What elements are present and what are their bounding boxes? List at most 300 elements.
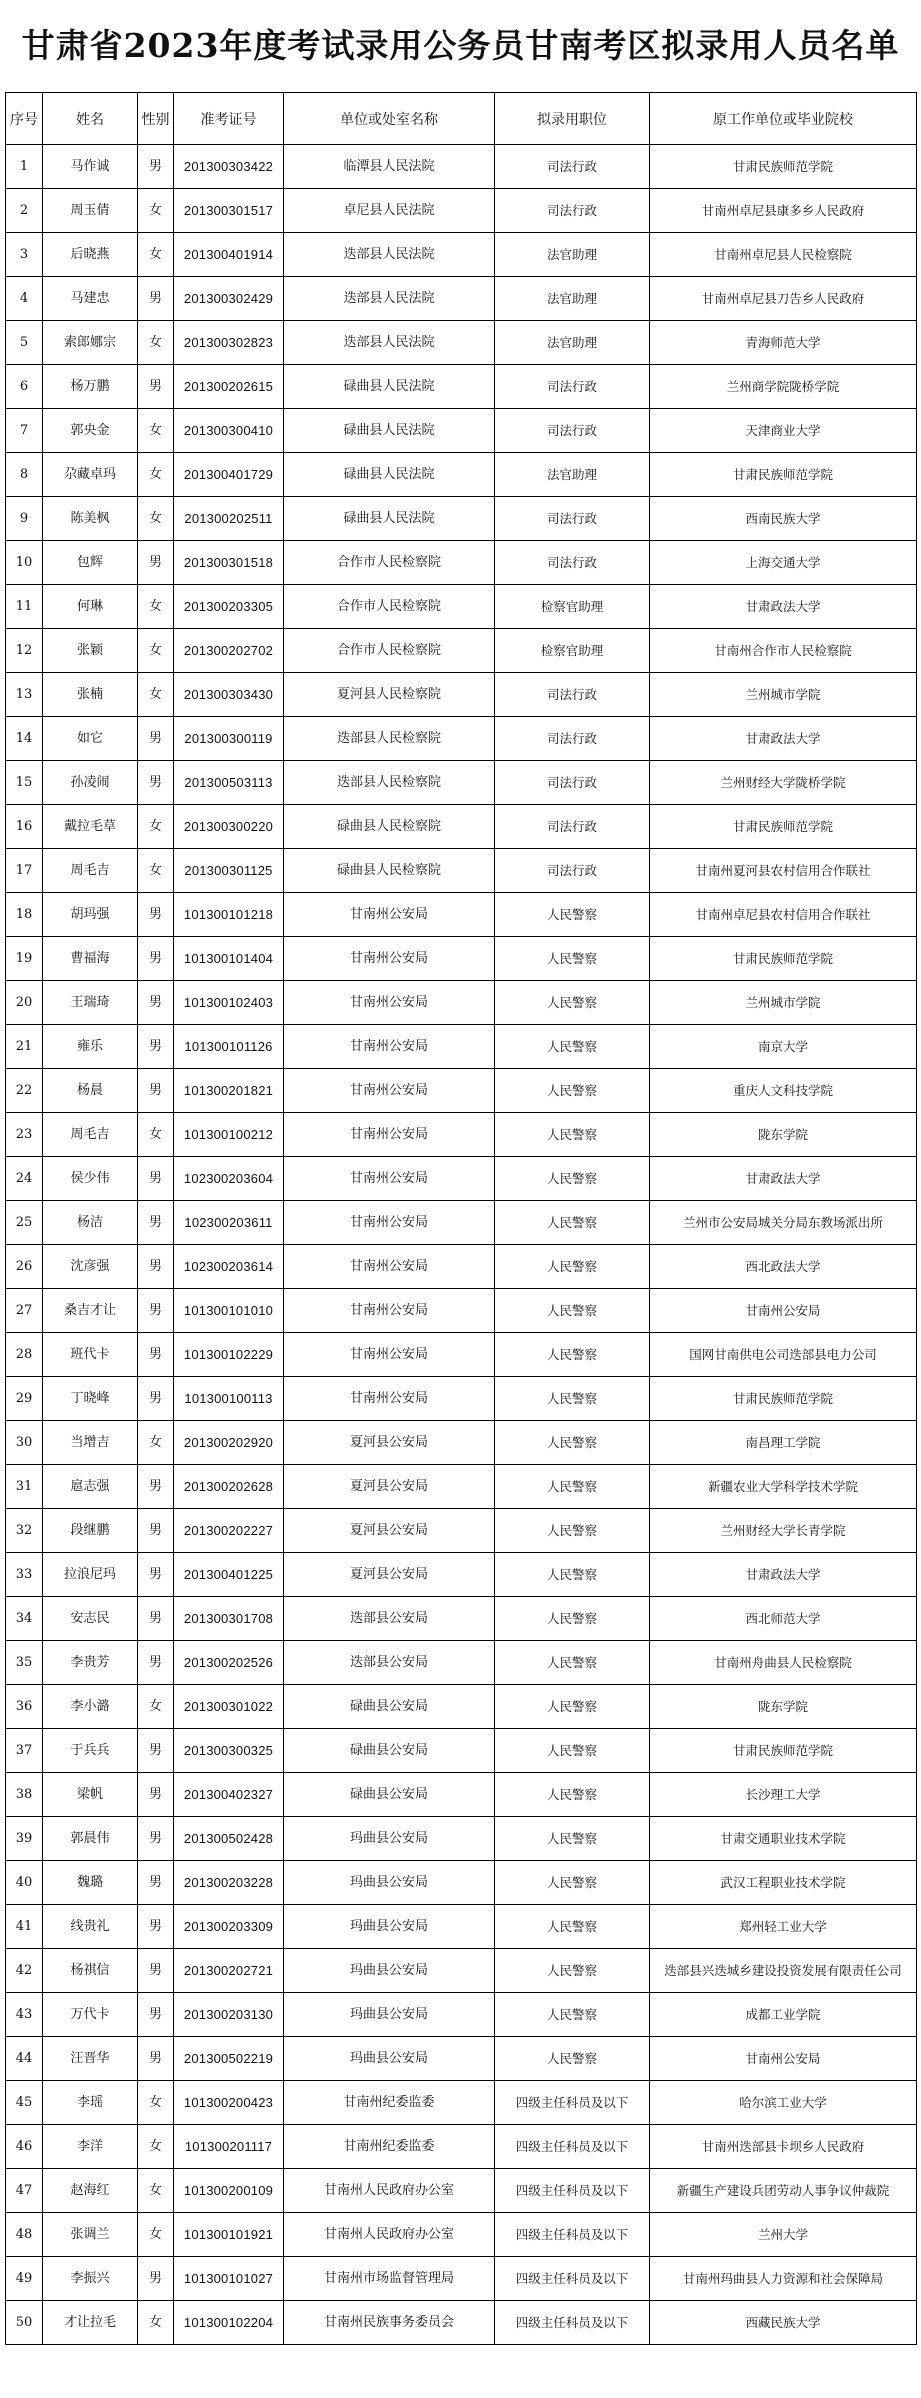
row-position: 人民警察 bbox=[495, 1025, 650, 1069]
row-gender: 女 bbox=[138, 321, 174, 365]
row-gender: 女 bbox=[138, 409, 174, 453]
row-position: 人民警察 bbox=[495, 893, 650, 937]
row-exam-number: 101300100212 bbox=[174, 1113, 284, 1157]
row-origin: 甘南州卓尼县农村信用合作联社 bbox=[650, 893, 917, 937]
row-origin: 兰州商学院陇桥学院 bbox=[650, 365, 917, 409]
table-row bbox=[6, 2081, 917, 2125]
row-name: 索郎娜宗 bbox=[43, 321, 138, 365]
row-unit: 甘南州市场监督管理局 bbox=[284, 2257, 495, 2301]
row-exam-number: 201300203130 bbox=[174, 1993, 284, 2037]
row-position: 人民警察 bbox=[495, 2037, 650, 2081]
row-gender: 女 bbox=[138, 673, 174, 717]
row-position: 四级主任科员及以下 bbox=[495, 2125, 650, 2169]
row-unit: 夏河县公安局 bbox=[284, 1553, 495, 1597]
row-origin: 甘肃民族师范学院 bbox=[650, 453, 917, 497]
table-row bbox=[6, 893, 917, 937]
header-index: 序号 bbox=[6, 93, 43, 145]
row-position: 人民警察 bbox=[495, 1245, 650, 1289]
row-unit: 合作市人民检察院 bbox=[284, 541, 495, 585]
table-row bbox=[6, 717, 917, 761]
row-name: 段继鹏 bbox=[43, 1509, 138, 1553]
row-index: 10 bbox=[6, 541, 43, 585]
row-index: 4 bbox=[6, 277, 43, 321]
row-gender: 男 bbox=[138, 1553, 174, 1597]
row-unit: 甘南州纪委监委 bbox=[284, 2081, 495, 2125]
row-gender: 男 bbox=[138, 1861, 174, 1905]
table-row bbox=[6, 453, 917, 497]
table-row bbox=[6, 585, 917, 629]
row-index: 12 bbox=[6, 629, 43, 673]
table-row bbox=[6, 2257, 917, 2301]
row-index: 48 bbox=[6, 2213, 43, 2257]
row-name: 李小潞 bbox=[43, 1685, 138, 1729]
row-origin: 甘肃民族师范学院 bbox=[650, 145, 917, 189]
row-exam-number: 101300200423 bbox=[174, 2081, 284, 2125]
row-unit: 碌曲县公安局 bbox=[284, 1773, 495, 1817]
row-origin: 西南民族大学 bbox=[650, 497, 917, 541]
table-row bbox=[6, 761, 917, 805]
row-origin: 迭部县兴迭城乡建设投资发展有限责任公司 bbox=[650, 1949, 917, 1993]
row-position: 人民警察 bbox=[495, 1201, 650, 1245]
row-name: 梁帆 bbox=[43, 1773, 138, 1817]
row-name: 李瑶 bbox=[43, 2081, 138, 2125]
row-name: 杨洁 bbox=[43, 1201, 138, 1245]
table-row bbox=[6, 1289, 917, 1333]
row-unit: 迭部县人民检察院 bbox=[284, 761, 495, 805]
table-row bbox=[6, 1025, 917, 1069]
row-gender: 男 bbox=[138, 717, 174, 761]
row-exam-number: 201300202920 bbox=[174, 1421, 284, 1465]
row-index: 11 bbox=[6, 585, 43, 629]
row-exam-number: 201300202702 bbox=[174, 629, 284, 673]
row-position: 法官助理 bbox=[495, 321, 650, 365]
row-exam-number: 201300503113 bbox=[174, 761, 284, 805]
table-row bbox=[6, 1817, 917, 1861]
row-origin: 重庆人文科技学院 bbox=[650, 1069, 917, 1113]
row-gender: 男 bbox=[138, 937, 174, 981]
row-exam-number: 101300101027 bbox=[174, 2257, 284, 2301]
row-origin: 南京大学 bbox=[650, 1025, 917, 1069]
row-gender: 女 bbox=[138, 189, 174, 233]
row-position: 司法行政 bbox=[495, 497, 650, 541]
row-index: 36 bbox=[6, 1685, 43, 1729]
row-origin: 兰州财经大学陇桥学院 bbox=[650, 761, 917, 805]
row-exam-number: 201300203309 bbox=[174, 1905, 284, 1949]
row-unit: 甘南州公安局 bbox=[284, 893, 495, 937]
row-gender: 男 bbox=[138, 1245, 174, 1289]
row-index: 27 bbox=[6, 1289, 43, 1333]
row-gender: 女 bbox=[138, 497, 174, 541]
row-origin: 甘肃民族师范学院 bbox=[650, 1729, 917, 1773]
row-name: 张调兰 bbox=[43, 2213, 138, 2257]
header-exam-number: 准考证号 bbox=[174, 93, 284, 145]
row-exam-number: 201300202721 bbox=[174, 1949, 284, 1993]
row-name: 赵海红 bbox=[43, 2169, 138, 2213]
row-gender: 男 bbox=[138, 1157, 174, 1201]
header-gender: 性别 bbox=[138, 93, 174, 145]
row-origin: 甘南州公安局 bbox=[650, 2037, 917, 2081]
row-position: 人民警察 bbox=[495, 1113, 650, 1157]
row-gender: 男 bbox=[138, 1949, 174, 1993]
table-row bbox=[6, 2125, 917, 2169]
row-gender: 女 bbox=[138, 1113, 174, 1157]
row-origin: 甘南州舟曲县人民检察院 bbox=[650, 1641, 917, 1685]
row-exam-number: 201300202628 bbox=[174, 1465, 284, 1509]
row-name: 汪晋华 bbox=[43, 2037, 138, 2081]
row-position: 司法行政 bbox=[495, 673, 650, 717]
row-unit: 合作市人民检察院 bbox=[284, 585, 495, 629]
row-unit: 甘南州纪委监委 bbox=[284, 2125, 495, 2169]
row-position: 司法行政 bbox=[495, 145, 650, 189]
row-unit: 碌曲县公安局 bbox=[284, 1729, 495, 1773]
row-name: 班代卡 bbox=[43, 1333, 138, 1377]
row-gender: 男 bbox=[138, 981, 174, 1025]
row-unit: 甘南州公安局 bbox=[284, 981, 495, 1025]
table-header-row bbox=[6, 93, 917, 145]
row-origin: 西藏民族大学 bbox=[650, 2301, 917, 2345]
row-gender: 男 bbox=[138, 1905, 174, 1949]
row-gender: 女 bbox=[138, 2081, 174, 2125]
row-name: 魏璐 bbox=[43, 1861, 138, 1905]
row-unit: 迭部县人民检察院 bbox=[284, 717, 495, 761]
row-exam-number: 201300301022 bbox=[174, 1685, 284, 1729]
row-index: 35 bbox=[6, 1641, 43, 1685]
table-row bbox=[6, 1157, 917, 1201]
row-gender: 男 bbox=[138, 1597, 174, 1641]
table-row bbox=[6, 1333, 917, 1377]
row-name: 何琳 bbox=[43, 585, 138, 629]
row-exam-number: 102300203611 bbox=[174, 1201, 284, 1245]
row-name: 如它 bbox=[43, 717, 138, 761]
row-origin: 甘肃政法大学 bbox=[650, 1157, 917, 1201]
row-exam-number: 201300401729 bbox=[174, 453, 284, 497]
table-row bbox=[6, 145, 917, 189]
row-gender: 女 bbox=[138, 849, 174, 893]
row-gender: 男 bbox=[138, 365, 174, 409]
row-position: 人民警察 bbox=[495, 1333, 650, 1377]
row-exam-number: 101300101218 bbox=[174, 893, 284, 937]
row-position: 人民警察 bbox=[495, 1289, 650, 1333]
row-name: 杨祺信 bbox=[43, 1949, 138, 1993]
row-gender: 男 bbox=[138, 1993, 174, 2037]
row-name: 张楠 bbox=[43, 673, 138, 717]
row-name: 才让拉毛 bbox=[43, 2301, 138, 2345]
row-index: 49 bbox=[6, 2257, 43, 2301]
row-exam-number: 201300303430 bbox=[174, 673, 284, 717]
row-origin: 成都工业学院 bbox=[650, 1993, 917, 2037]
table-row bbox=[6, 1729, 917, 1773]
page-title: 甘肃省2023年度考试录用公务员甘南考区拟录用人员名单 bbox=[21, 26, 900, 65]
header-position: 拟录用职位 bbox=[495, 93, 650, 145]
row-origin: 郑州轻工业大学 bbox=[650, 1905, 917, 1949]
row-name: 胡玛强 bbox=[43, 893, 138, 937]
row-index: 38 bbox=[6, 1773, 43, 1817]
row-gender: 女 bbox=[138, 2213, 174, 2257]
row-unit: 玛曲县公安局 bbox=[284, 1905, 495, 1949]
row-name: 包辉 bbox=[43, 541, 138, 585]
row-index: 45 bbox=[6, 2081, 43, 2125]
row-index: 8 bbox=[6, 453, 43, 497]
row-origin: 兰州财经大学长青学院 bbox=[650, 1509, 917, 1553]
row-origin: 甘肃政法大学 bbox=[650, 585, 917, 629]
row-unit: 夏河县公安局 bbox=[284, 1509, 495, 1553]
row-exam-number: 201300303422 bbox=[174, 145, 284, 189]
row-exam-number: 201300202526 bbox=[174, 1641, 284, 1685]
table-row bbox=[6, 2213, 917, 2257]
row-index: 28 bbox=[6, 1333, 43, 1377]
row-origin: 甘南州卓尼县康多乡人民政府 bbox=[650, 189, 917, 233]
row-origin: 甘肃政法大学 bbox=[650, 1553, 917, 1597]
row-index: 1 bbox=[6, 145, 43, 189]
table-row bbox=[6, 1069, 917, 1113]
table-row bbox=[6, 1773, 917, 1817]
table-row bbox=[6, 189, 917, 233]
row-origin: 兰州城市学院 bbox=[650, 981, 917, 1025]
row-index: 15 bbox=[6, 761, 43, 805]
table-row bbox=[6, 981, 917, 1025]
row-position: 司法行政 bbox=[495, 717, 650, 761]
row-unit: 玛曲县公安局 bbox=[284, 1949, 495, 1993]
row-unit: 甘南州公安局 bbox=[284, 1289, 495, 1333]
row-index: 34 bbox=[6, 1597, 43, 1641]
row-index: 18 bbox=[6, 893, 43, 937]
row-position: 四级主任科员及以下 bbox=[495, 2169, 650, 2213]
row-origin: 甘肃民族师范学院 bbox=[650, 937, 917, 981]
row-gender: 女 bbox=[138, 805, 174, 849]
row-index: 42 bbox=[6, 1949, 43, 1993]
row-index: 25 bbox=[6, 1201, 43, 1245]
row-index: 21 bbox=[6, 1025, 43, 1069]
row-origin: 甘南州迭部县卡坝乡人民政府 bbox=[650, 2125, 917, 2169]
row-name: 尕藏卓玛 bbox=[43, 453, 138, 497]
row-position: 人民警察 bbox=[495, 1641, 650, 1685]
row-name: 李洋 bbox=[43, 2125, 138, 2169]
row-exam-number: 201300300410 bbox=[174, 409, 284, 453]
row-name: 安志民 bbox=[43, 1597, 138, 1641]
row-name: 杨晨 bbox=[43, 1069, 138, 1113]
row-name: 桑吉才让 bbox=[43, 1289, 138, 1333]
row-exam-number: 201300302429 bbox=[174, 277, 284, 321]
row-exam-number: 201300301708 bbox=[174, 1597, 284, 1641]
table-row bbox=[6, 365, 917, 409]
row-exam-number: 201300301125 bbox=[174, 849, 284, 893]
table-row bbox=[6, 1905, 917, 1949]
row-position: 人民警察 bbox=[495, 1949, 650, 1993]
row-origin: 长沙理工大学 bbox=[650, 1773, 917, 1817]
row-unit: 碌曲县人民法院 bbox=[284, 365, 495, 409]
table-row bbox=[6, 1685, 917, 1729]
table-row bbox=[6, 1509, 917, 1553]
row-index: 6 bbox=[6, 365, 43, 409]
row-index: 31 bbox=[6, 1465, 43, 1509]
row-position: 人民警察 bbox=[495, 1685, 650, 1729]
row-gender: 男 bbox=[138, 145, 174, 189]
row-name: 曹福海 bbox=[43, 937, 138, 981]
candidate-table bbox=[5, 92, 917, 2345]
row-index: 7 bbox=[6, 409, 43, 453]
row-index: 44 bbox=[6, 2037, 43, 2081]
row-index: 20 bbox=[6, 981, 43, 1025]
row-exam-number: 201300402327 bbox=[174, 1773, 284, 1817]
row-unit: 甘南州人民政府办公室 bbox=[284, 2169, 495, 2213]
row-gender: 女 bbox=[138, 2169, 174, 2213]
row-position: 人民警察 bbox=[495, 1817, 650, 1861]
table-row bbox=[6, 1377, 917, 1421]
row-origin: 甘南州合作市人民检察院 bbox=[650, 629, 917, 673]
row-name: 戴拉毛草 bbox=[43, 805, 138, 849]
row-position: 司法行政 bbox=[495, 365, 650, 409]
row-exam-number: 102300203604 bbox=[174, 1157, 284, 1201]
row-name: 丁晓峰 bbox=[43, 1377, 138, 1421]
row-exam-number: 101300201117 bbox=[174, 2125, 284, 2169]
row-name: 侯少伟 bbox=[43, 1157, 138, 1201]
row-exam-number: 201300401225 bbox=[174, 1553, 284, 1597]
row-name: 马作诚 bbox=[43, 145, 138, 189]
row-name: 郭央金 bbox=[43, 409, 138, 453]
row-index: 22 bbox=[6, 1069, 43, 1113]
row-index: 26 bbox=[6, 1245, 43, 1289]
row-unit: 甘南州公安局 bbox=[284, 937, 495, 981]
table-row bbox=[6, 1553, 917, 1597]
row-unit: 碌曲县人民检察院 bbox=[284, 849, 495, 893]
row-unit: 合作市人民检察院 bbox=[284, 629, 495, 673]
row-index: 16 bbox=[6, 805, 43, 849]
row-exam-number: 101300102403 bbox=[174, 981, 284, 1025]
row-unit: 甘南州民族事务委员会 bbox=[284, 2301, 495, 2345]
row-position: 人民警察 bbox=[495, 981, 650, 1025]
row-name: 陈美枫 bbox=[43, 497, 138, 541]
row-position: 司法行政 bbox=[495, 409, 650, 453]
row-origin: 兰州市公安局城关分局东教场派出所 bbox=[650, 1201, 917, 1245]
row-index: 17 bbox=[6, 849, 43, 893]
row-unit: 甘南州公安局 bbox=[284, 1377, 495, 1421]
header-origin: 原工作单位或毕业院校 bbox=[650, 93, 917, 145]
row-position: 检察官助理 bbox=[495, 629, 650, 673]
row-origin: 兰州城市学院 bbox=[650, 673, 917, 717]
row-position: 人民警察 bbox=[495, 1905, 650, 1949]
table-row bbox=[6, 321, 917, 365]
table-row bbox=[6, 1597, 917, 1641]
table-row bbox=[6, 1113, 917, 1157]
row-unit: 碌曲县人民法院 bbox=[284, 453, 495, 497]
table-row bbox=[6, 277, 917, 321]
row-unit: 玛曲县公安局 bbox=[284, 1861, 495, 1905]
row-unit: 玛曲县公安局 bbox=[284, 2037, 495, 2081]
row-gender: 男 bbox=[138, 893, 174, 937]
row-name: 杨万鹏 bbox=[43, 365, 138, 409]
row-unit: 碌曲县人民检察院 bbox=[284, 805, 495, 849]
row-gender: 男 bbox=[138, 541, 174, 585]
row-origin: 南昌理工学院 bbox=[650, 1421, 917, 1465]
row-index: 9 bbox=[6, 497, 43, 541]
row-origin: 甘南州卓尼县刀告乡人民政府 bbox=[650, 277, 917, 321]
row-unit: 迭部县公安局 bbox=[284, 1597, 495, 1641]
table-row bbox=[6, 497, 917, 541]
row-exam-number: 101300102229 bbox=[174, 1333, 284, 1377]
row-position: 四级主任科员及以下 bbox=[495, 2301, 650, 2345]
row-name: 王瑞琦 bbox=[43, 981, 138, 1025]
row-name: 李贵芳 bbox=[43, 1641, 138, 1685]
row-position: 法官助理 bbox=[495, 233, 650, 277]
row-exam-number: 201300203305 bbox=[174, 585, 284, 629]
row-unit: 甘南州公安局 bbox=[284, 1069, 495, 1113]
row-position: 人民警察 bbox=[495, 1861, 650, 1905]
row-index: 3 bbox=[6, 233, 43, 277]
row-name: 线贵礼 bbox=[43, 1905, 138, 1949]
row-gender: 男 bbox=[138, 1333, 174, 1377]
row-exam-number: 201300300119 bbox=[174, 717, 284, 761]
row-gender: 女 bbox=[138, 629, 174, 673]
row-origin: 兰州大学 bbox=[650, 2213, 917, 2257]
row-exam-number: 102300203614 bbox=[174, 1245, 284, 1289]
row-position: 法官助理 bbox=[495, 453, 650, 497]
table-row bbox=[6, 1641, 917, 1685]
table-row bbox=[6, 849, 917, 893]
row-unit: 夏河县公安局 bbox=[284, 1465, 495, 1509]
table-row bbox=[6, 1201, 917, 1245]
row-gender: 男 bbox=[138, 1641, 174, 1685]
row-gender: 男 bbox=[138, 2257, 174, 2301]
row-position: 人民警察 bbox=[495, 1069, 650, 1113]
row-position: 司法行政 bbox=[495, 805, 650, 849]
row-position: 四级主任科员及以下 bbox=[495, 2081, 650, 2125]
row-index: 13 bbox=[6, 673, 43, 717]
row-position: 司法行政 bbox=[495, 541, 650, 585]
row-origin: 西北政法大学 bbox=[650, 1245, 917, 1289]
row-index: 37 bbox=[6, 1729, 43, 1773]
row-position: 人民警察 bbox=[495, 1377, 650, 1421]
row-name: 于兵兵 bbox=[43, 1729, 138, 1773]
row-name: 万代卡 bbox=[43, 1993, 138, 2037]
row-name: 郭晨伟 bbox=[43, 1817, 138, 1861]
row-position: 人民警察 bbox=[495, 1421, 650, 1465]
row-position: 法官助理 bbox=[495, 277, 650, 321]
row-position: 人民警察 bbox=[495, 1157, 650, 1201]
row-unit: 卓尼县人民法院 bbox=[284, 189, 495, 233]
row-origin: 武汉工程职业技术学院 bbox=[650, 1861, 917, 1905]
row-unit: 迭部县公安局 bbox=[284, 1641, 495, 1685]
row-gender: 女 bbox=[138, 2125, 174, 2169]
table-row bbox=[6, 2169, 917, 2213]
row-position: 检察官助理 bbox=[495, 585, 650, 629]
row-unit: 夏河县公安局 bbox=[284, 1421, 495, 1465]
row-exam-number: 201300202227 bbox=[174, 1509, 284, 1553]
table-row bbox=[6, 2037, 917, 2081]
row-position: 四级主任科员及以下 bbox=[495, 2213, 650, 2257]
row-unit: 碌曲县人民法院 bbox=[284, 409, 495, 453]
row-unit: 甘南州公安局 bbox=[284, 1333, 495, 1377]
row-position: 人民警察 bbox=[495, 1597, 650, 1641]
row-unit: 迭部县人民法院 bbox=[284, 321, 495, 365]
row-gender: 男 bbox=[138, 2037, 174, 2081]
row-exam-number: 101300100113 bbox=[174, 1377, 284, 1421]
row-exam-number: 101300101921 bbox=[174, 2213, 284, 2257]
row-origin: 青海师范大学 bbox=[650, 321, 917, 365]
row-unit: 玛曲县公安局 bbox=[284, 1817, 495, 1861]
row-name: 雍乐 bbox=[43, 1025, 138, 1069]
row-position: 人民警察 bbox=[495, 1465, 650, 1509]
row-gender: 男 bbox=[138, 1025, 174, 1069]
row-gender: 男 bbox=[138, 1201, 174, 1245]
row-unit: 碌曲县公安局 bbox=[284, 1685, 495, 1729]
row-unit: 迭部县人民法院 bbox=[284, 233, 495, 277]
row-gender: 女 bbox=[138, 233, 174, 277]
row-exam-number: 101300200109 bbox=[174, 2169, 284, 2213]
row-index: 5 bbox=[6, 321, 43, 365]
row-origin: 国网甘南供电公司迭部县电力公司 bbox=[650, 1333, 917, 1377]
row-name: 周玉倩 bbox=[43, 189, 138, 233]
table-row bbox=[6, 937, 917, 981]
